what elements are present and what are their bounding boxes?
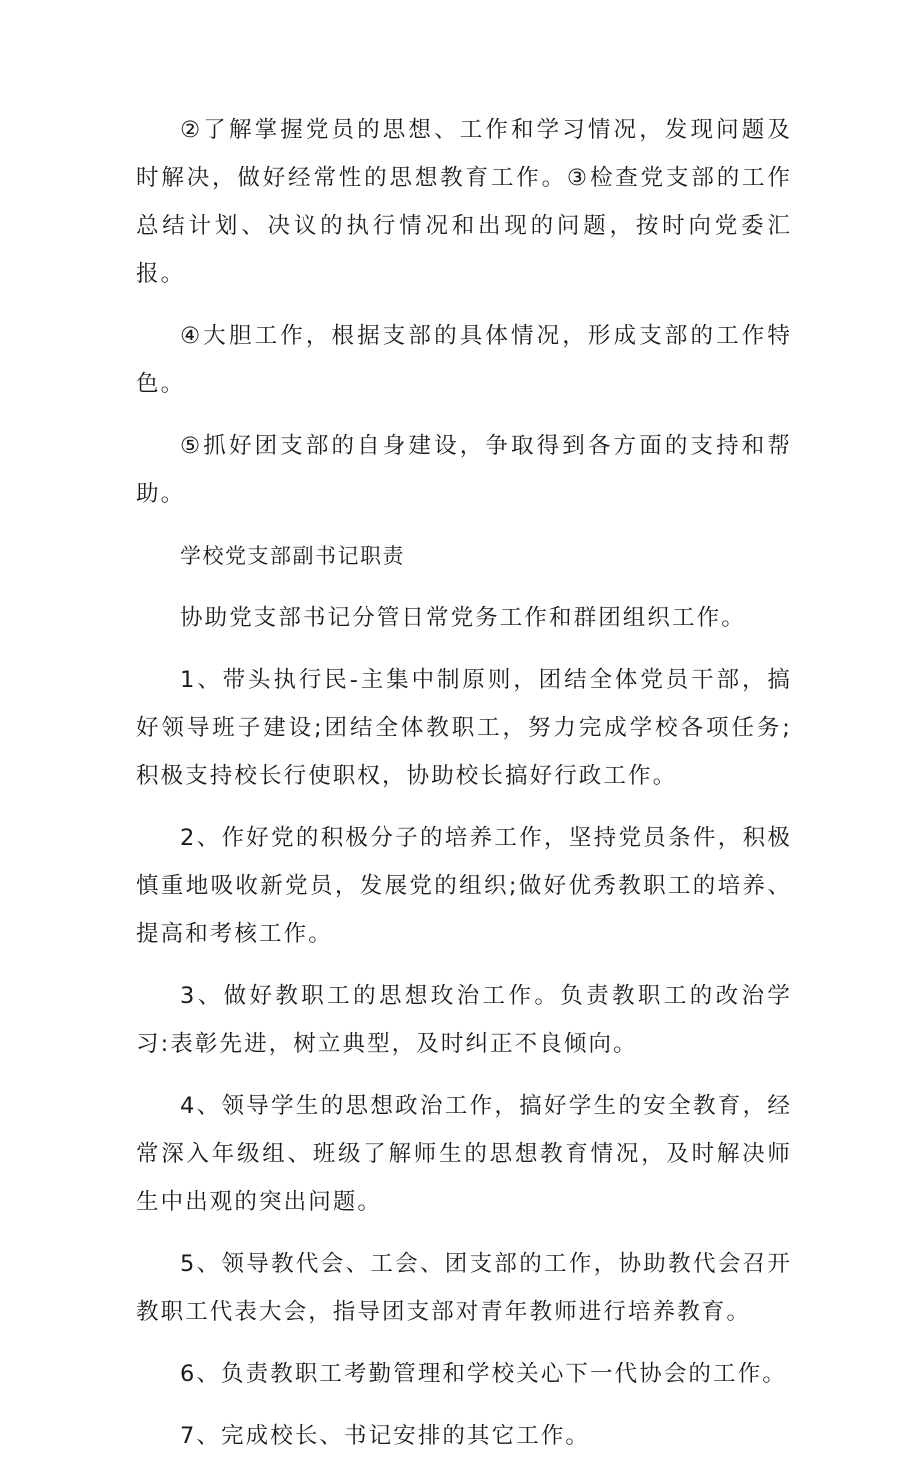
paragraph-item-1: 1、带头执行民-主集中制原则，团结全体党员干部，搞好领导班子建设;团结全体教职工，努力完成学校各项任务;积极支持校长行使职权，协助校长搞好行政工作。 [136, 667, 792, 789]
paragraph-duty-5: ⑤抓好团支部的自身建设，争取得到各方面的支持和帮助。 [136, 433, 792, 507]
paragraph-intro: 协助党支部书记分管日常党务工作和群团组织工作。 [180, 605, 746, 631]
paragraph-item-4: 4、领导学生的思想政治工作，搞好学生的安全教育，经常深入年级组、班级了解师生的思想教育情况，及时解决师生中出观的突出问题。 [136, 1093, 792, 1215]
paragraph-duties-2-3: ②了解掌握党员的思想、工作和学习情况，发现问题及时解决，做好经常性的思想教育工作。③检查党支部的工作总结计划、决议的执行情况和出现的问题，按时向党委汇报。 [136, 117, 792, 287]
paragraph-item-7: 7、完成校长、书记安排的其它工作。 [180, 1423, 591, 1449]
paragraph-item-5: 5、领导教代会、工会、团支部的工作，协助教代会召开教职工代表大会，指导团支部对青年教师进行培养教育。 [136, 1251, 792, 1325]
section-heading: 学校党支部副书记职责 [180, 544, 405, 568]
document-page [136, 106, 792, 1474]
paragraph-duty-4: ④大胆工作，根据支部的具体情况，形成支部的工作特色。 [136, 323, 792, 397]
paragraph-item-6: 6、负责教职工考勤管理和学校关心下一代协会的工作。 [180, 1361, 787, 1387]
paragraph-item-2: 2、作好党的积极分子的培养工作，坚持党员条件，积极慎重地吸收新党员，发展党的组织;做好优秀教职工的培养、提高和考核工作。 [136, 825, 792, 947]
paragraph-item-3: 3、做好教职工的思想玫治工作。负责教职工的改治学习:表彰先进，树立典型，及时纠正不良倾向。 [136, 983, 792, 1057]
